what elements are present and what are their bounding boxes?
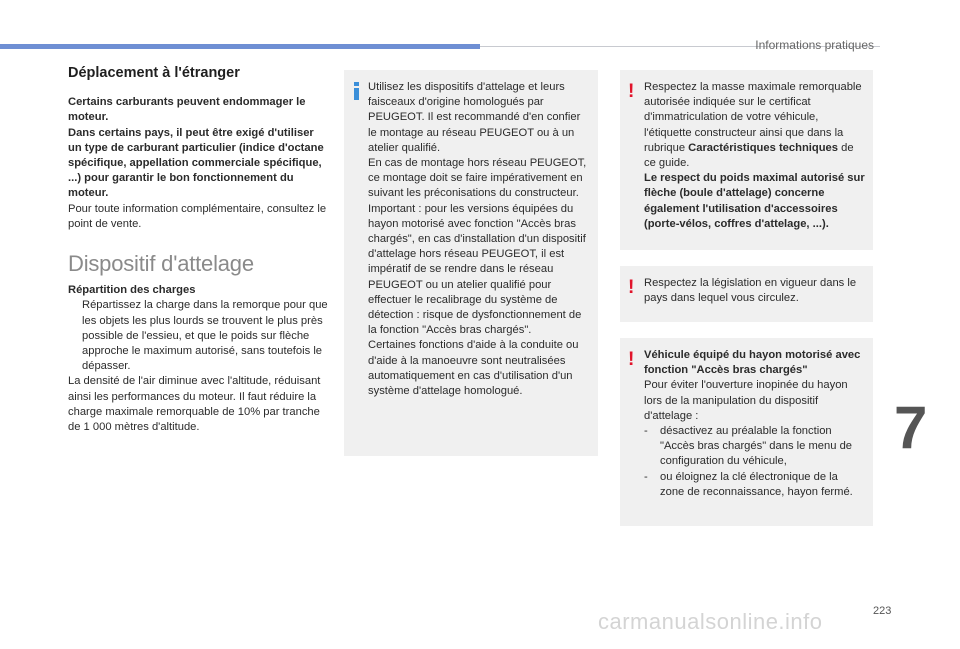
mass-text-b: de ce guide. — [644, 141, 854, 170]
mass-bold-para: Le respect du poids maximal autorisé sur flèche (boule d'attelage) concerne également l'utilisation d'accessoires (porte-vélos, coffres d'attelage, ...). — [644, 172, 865, 230]
warning-icon: ! — [628, 81, 635, 102]
info-para-3: Important : pour les versions équipées du hayon motorisé avec fonction "Accès bras chargés", en cas d'installation d'un dispositif d'attelage hors réseau PEUGEOT, il est impératif de se rendre dans le réseau PEUGEOT ou un atelier qualifié pour effectuer le recalibrage du système de détection : risque de dysfonctionnement de la fonction "Accès bras chargés". — [368, 202, 586, 337]
dash-mark: - — [644, 425, 648, 438]
towing-device-heading: Dispositif d'attelage — [68, 251, 254, 277]
info-box — [344, 70, 598, 456]
tailgate-item-text: désactivez au préalable la fonction "Accès bras chargés" dans le menu de configuration du véhicule, — [660, 425, 853, 468]
air-density-text: La densité de l'air diminue avec l'altitude, réduisant ainsi les performances du moteur. Il faut réduire la charge maximale remorquable de 10% par tranche de 1 000 mètres d'altitude. — [68, 375, 321, 434]
fuel-warning-line-2: Dans certains pays, il peut être exigé d'utiliser un type de carburant particulier (indice d'octane spécifique, appellation commerciale spécifique, ...) pour garantir le bon fonctionnement du moteur. — [68, 126, 324, 200]
tailgate-item-2 — [644, 470, 865, 500]
info-icon — [352, 82, 362, 100]
bullet-text: Répartissez la charge dans la remorque pour que les objets les plus lourds se trouvent le plus près possible de l'essieu, et que le poids sur flèche approche le maximum autorisé, sans toutefois le dépasser. — [82, 299, 328, 373]
warning-icon: ! — [628, 349, 635, 370]
bullet-mark — [68, 298, 82, 374]
tailgate-intro: Pour éviter l'ouverture inopinée du hayon lors de la manipulation du dispositif d'attelage : — [644, 379, 848, 422]
tailgate-item-1 — [644, 424, 865, 470]
warning-box-tailgate — [620, 338, 873, 526]
travel-abroad-title: Déplacement à l'étranger — [68, 65, 240, 81]
tailgate-item-text: ou éloignez la clé électronique de la zone de reconnaissance, hayon fermé. — [660, 470, 853, 498]
watermark: carmanualsonline.info — [598, 609, 823, 634]
info-para-2: En cas de montage hors réseau PEUGEOT, ce montage doit se faire impérativement en suivant les préconisations du constructeur. — [368, 157, 587, 200]
mass-text — [644, 80, 865, 171]
header-accent-bar — [0, 44, 480, 49]
warning-box-mass — [620, 70, 873, 250]
warning-icon: ! — [628, 277, 635, 298]
mass-text-bold: Caractéristiques techniques — [688, 141, 838, 154]
tailgate-title: Véhicule équipé du hayon motorisé avec fonction "Accès bras chargés" — [644, 349, 861, 377]
fuel-info: Pour toute information complémentaire, consultez le point de vente. — [68, 202, 327, 230]
chapter-number: 7 — [894, 394, 928, 461]
info-para-4: Certaines fonctions d'aide à la conduite ou d'aide à la manoeuvre sont neutralisées automatiquement en cas d'utilisation d'un système d'attelage homologué. — [368, 339, 579, 398]
mass-text-a: Respectez la masse maximale remorquable autorisée indiquée sur le certificat d'immatriculation de votre véhicule, l'étiquette constructeur ainsi que dans la rubrique — [644, 81, 862, 154]
fuel-warning-line-1: Certains carburants peuvent endommager le moteur. — [68, 96, 306, 124]
section-title: Informations pratiques — [755, 38, 874, 52]
info-para-1: Utilisez les dispositifs d'attelage et leurs faisceaux d'origine homologués par PEUGEOT. Il est recommandé d'en confier le montage au réseau PEUGEOT ou à un atelier qualifié. — [368, 81, 581, 154]
law-text: Respectez la législation en vigueur dans le pays dans lequel vous circulez. — [644, 277, 857, 305]
left-column — [68, 66, 330, 435]
load-distribution-bullet — [68, 298, 330, 374]
warning-box-law — [620, 266, 873, 322]
load-distribution-title: Répartition des charges — [68, 284, 196, 297]
dash-mark: - — [644, 470, 648, 483]
page-number: 223 — [873, 605, 892, 617]
